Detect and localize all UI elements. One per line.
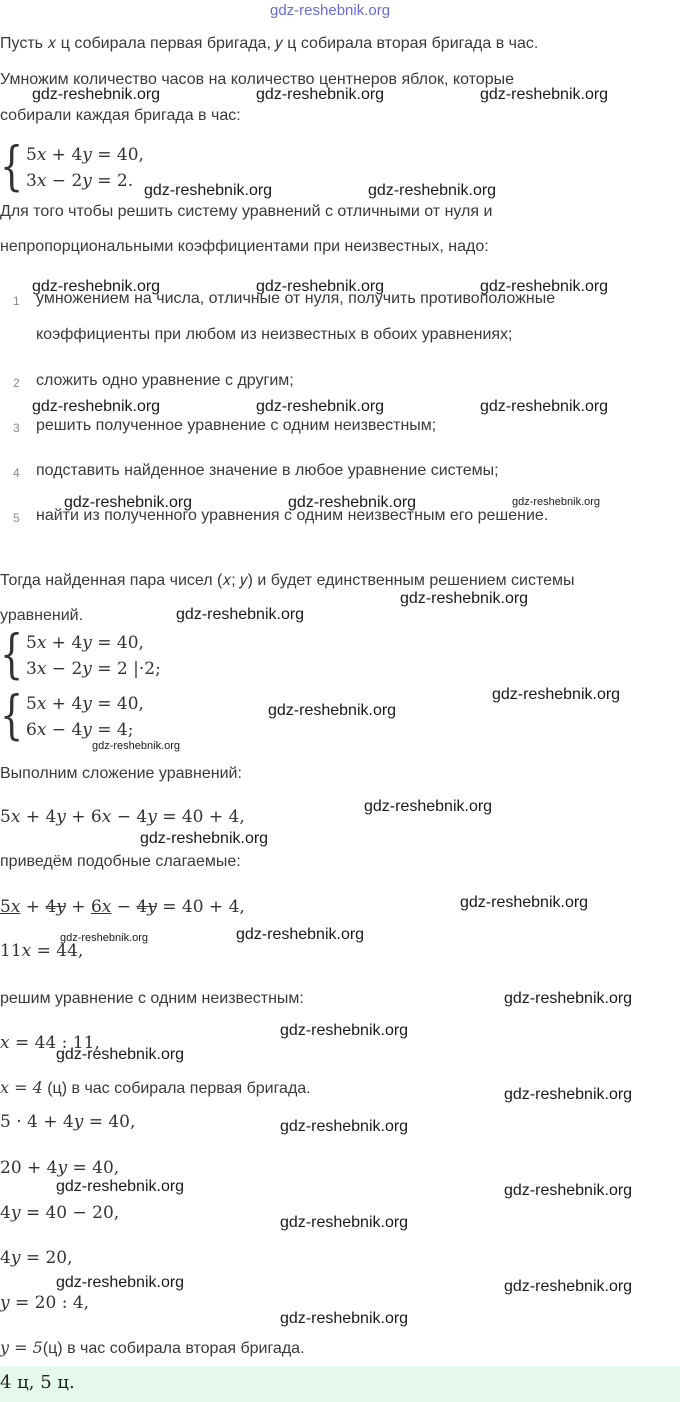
watermark: gdz-reshebnik.org xyxy=(56,1178,185,1195)
result-x-div: 𝑥 = 44 : 11, xyxy=(0,1033,100,1053)
step-number: 5 xyxy=(13,511,20,525)
answer-box xyxy=(0,1366,680,1402)
conclusion-line-b: уравнений. xyxy=(0,607,84,624)
watermark: gdz-reshebnik.org xyxy=(64,494,193,511)
watermark: gdz-reshebnik.org xyxy=(60,932,149,944)
x-value: 𝑥 = 4 xyxy=(0,1078,43,1097)
watermark: gdz-reshebnik.org xyxy=(144,182,273,199)
op: − xyxy=(111,897,137,917)
intro-paragraph-1: Пусть 𝑥 ц собирала первая бригада, 𝑦 ц собирала вторая бригада в час. xyxy=(0,35,539,52)
y-caption: (ц) в час собирала вторая бригада. xyxy=(42,1340,305,1357)
term: 5𝑥 xyxy=(0,897,21,917)
step-number: 1 xyxy=(13,294,20,308)
watermark: gdz-reshebnik.org xyxy=(256,86,385,103)
step-line-3: 4𝑦 = 20, xyxy=(0,1248,73,1268)
step-number: 2 xyxy=(13,376,20,390)
step-line-1: 20 + 4𝑦 = 40, xyxy=(0,1158,120,1178)
watermark: gdz-reshebnik.org xyxy=(368,182,497,199)
system1-eq1: 5𝑥 + 4𝑦 = 40, xyxy=(26,145,144,165)
brace-glyph: { xyxy=(0,137,24,197)
watermark: gdz-reshebnik.org xyxy=(280,1214,409,1231)
answer-text: 4 ц, 5 ц. xyxy=(0,1372,75,1393)
watermark: gdz-reshebnik.org xyxy=(32,398,161,415)
result-y-line xyxy=(0,1337,305,1360)
add-equations-text: Выполним сложение уравнений: xyxy=(0,765,242,782)
watermark: gdz-reshebnik.org xyxy=(176,606,305,623)
watermark: gdz-reshebnik.org xyxy=(364,798,493,815)
watermark: gdz-reshebnik.org xyxy=(140,830,269,847)
watermark: gdz-reshebnik.org xyxy=(480,278,609,295)
rhs: = 40 + 4, xyxy=(156,897,245,917)
watermark: gdz-reshebnik.org xyxy=(280,1118,409,1135)
result-x-line xyxy=(0,1077,311,1100)
watermark: gdz-reshebnik.org xyxy=(480,398,609,415)
step-line-2: 4𝑦 = 40 − 20, xyxy=(0,1203,120,1223)
cancelled-term: 4𝑦 xyxy=(45,897,66,917)
method-paragraph-1: Для того чтобы решить систему уравнений с отличными от нуля и xyxy=(0,203,493,220)
system2-eq2: 3𝑥 − 2𝑦 = 2 |·2; xyxy=(26,659,161,679)
watermark: gdz-reshebnik.org xyxy=(92,740,181,752)
sum-equation: 5𝑥 + 4𝑦 + 6𝑥 − 4𝑦 = 40 + 4, xyxy=(0,807,245,827)
watermark: gdz-reshebnik.org xyxy=(512,496,601,508)
brace-glyph: { xyxy=(0,686,24,746)
step-line-4: 𝑦 = 20 : 4, xyxy=(0,1293,90,1313)
op: + xyxy=(65,897,91,917)
step-1-line-b: коэффициенты при любом из неизвестных в обоих уравнениях; xyxy=(36,326,513,343)
intro-paragraph-2a: Умножим количество часов на количество центнеров яблок, которые xyxy=(0,71,514,88)
watermark: gdz-reshebnik.org xyxy=(280,1310,409,1327)
combine-like-terms-text: приведём подобные слагаемые: xyxy=(0,853,241,870)
watermark: gdz-reshebnik.org xyxy=(504,990,633,1007)
system2-eq1: 5𝑥 + 4𝑦 = 40, xyxy=(26,633,144,653)
watermark: gdz-reshebnik.org xyxy=(400,590,529,607)
brace-glyph: { xyxy=(0,625,24,685)
watermark: gdz-reshebnik.org xyxy=(56,1274,185,1291)
op: + xyxy=(20,897,46,917)
step-5: найти из полученного уравнения с одним неизвестным его решение. xyxy=(36,507,549,524)
watermark: gdz-reshebnik.org xyxy=(256,278,385,295)
watermark: gdz-reshebnik.org xyxy=(236,926,365,943)
watermark-top: gdz-reshebnik.org xyxy=(270,2,391,19)
watermark: gdz-reshebnik.org xyxy=(288,494,417,511)
watermark: gdz-reshebnik.org xyxy=(480,86,609,103)
watermark: gdz-reshebnik.org xyxy=(56,1046,185,1063)
watermark: gdz-reshebnik.org xyxy=(504,1278,633,1295)
watermark: gdz-reshebnik.org xyxy=(256,398,385,415)
x-caption: (ц) в час собирала первая бригада. xyxy=(42,1080,311,1097)
conclusion-line-a: Тогда найденная пара чисел (𝑥; 𝑦) и будет единственным решением системы xyxy=(0,572,575,589)
solve-text: решим уравнение с одним неизвестным: xyxy=(0,990,304,1007)
result-11x: 11𝑥 = 44, xyxy=(0,941,84,961)
watermark: gdz-reshebnik.org xyxy=(460,894,589,911)
watermark: gdz-reshebnik.org xyxy=(504,1086,633,1103)
method-paragraph-2: непропорциональными коэффициентами при неизвестных, надо: xyxy=(0,238,489,255)
y-value: 𝑦 = 5 xyxy=(0,1338,43,1357)
sum-equation-cancelled xyxy=(0,896,245,918)
intro-paragraph-2b: собирали каждая бригада в час: xyxy=(0,107,241,124)
step-4: подставить найденное значение в любое уравнение системы; xyxy=(36,462,499,479)
substitution-line: 5 · 4 + 4𝑦 = 40, xyxy=(0,1112,136,1132)
step-number: 4 xyxy=(13,466,20,480)
step-number: 3 xyxy=(13,421,20,435)
step-1-line-a: умножением на числа, отличные от нуля, получить противоположные xyxy=(36,290,556,307)
watermark: gdz-reshebnik.org xyxy=(504,1182,633,1199)
system3-eq1: 5𝑥 + 4𝑦 = 40, xyxy=(26,694,144,714)
watermark: gdz-reshebnik.org xyxy=(32,278,161,295)
step-3: решить полученное уравнение с одним неизвестным; xyxy=(36,417,437,434)
system3-eq2: 6𝑥 − 4𝑦 = 4; xyxy=(26,720,134,740)
watermark: gdz-reshebnik.org xyxy=(268,702,397,719)
watermark: gdz-reshebnik.org xyxy=(32,86,161,103)
cancelled-term: 4𝑦 xyxy=(136,897,157,917)
system1-eq2: 3𝑥 − 2𝑦 = 2. xyxy=(26,171,134,191)
step-2: сложить одно уравнение с другим; xyxy=(36,372,294,389)
watermark: gdz-reshebnik.org xyxy=(280,1022,409,1039)
term: 6𝑥 xyxy=(90,897,112,917)
watermark: gdz-reshebnik.org xyxy=(492,686,621,703)
